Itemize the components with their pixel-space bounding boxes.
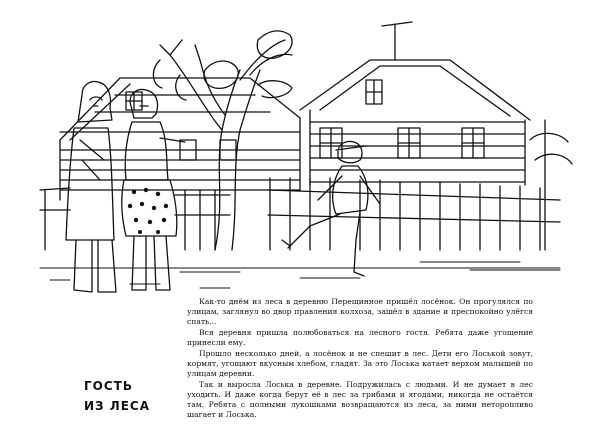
story-paragraph: Так и выросла Лоська в деревне. Подружилась с людьми. И не думает в лес уходить. И даже когда берут её в лес за грибами и ягодами, никогда не остаётся там. Ребята с полными лукошками возвращаются из леса, за ними неторопливо шагает и Лоська. [187, 380, 533, 419]
running-boy [282, 141, 380, 276]
ground-lines [40, 262, 560, 288]
shrubs [530, 120, 572, 250]
right-house [300, 22, 530, 185]
story-title-line-1: ГОСТЬ [84, 379, 133, 393]
story-title-line-2: ИЗ ЛЕСА [84, 399, 151, 413]
story-text [187, 297, 533, 421]
story-paragraph: Вся деревня пришла полюбоваться на лесного гостя. Ребята даже угощение принесли ему. [187, 328, 533, 347]
woman-left [66, 82, 116, 292]
story-paragraph: Прошло несколько дней, а лосёнок и не спешит в лес. Дети его Лоськой зовут, кормят, угощают вкусным хлебом, гладят. За это Лоська катает верхом малышей по улицам деревни. [187, 349, 533, 378]
story-paragraph: Как-то днём из леса в деревню Перещинное пришёл лосёнок. Он прогулялся по улицам, заглянул во двор правления колхоза, зашёл в здание и преспокойно улёгся спать... [187, 297, 533, 326]
